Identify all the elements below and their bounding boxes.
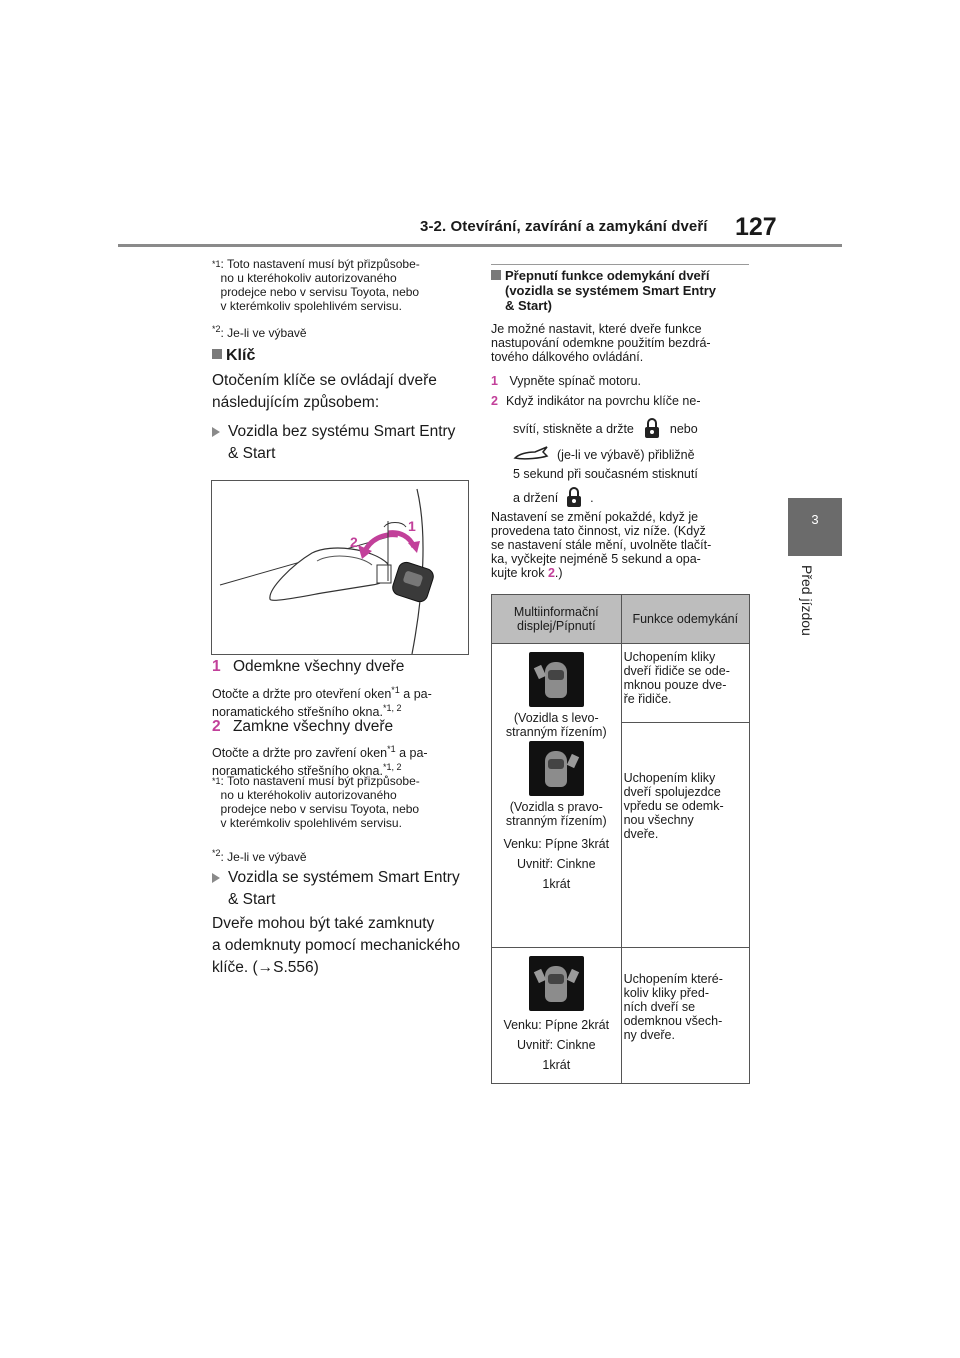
step-text: 5 sekund při současném stisknutí — [513, 467, 698, 481]
chapter-number: 3 — [811, 512, 819, 527]
step-text: . — [590, 491, 594, 505]
square-bullet-icon — [212, 349, 222, 359]
step-text: Když indikátor na povrchu klíče ne- — [505, 394, 701, 408]
footnote-ref: *1 — [387, 744, 396, 754]
square-bullet-icon — [491, 270, 501, 280]
triangle-bullet-icon — [212, 427, 220, 437]
step-text: nebo — [669, 422, 698, 436]
step-ref: 2 — [547, 566, 555, 580]
row2-sound: Venku: Pípne 2krát Uvnitř: Cinkne 1krát — [503, 1018, 610, 1072]
footnote-text: : Toto nastavení musí být přizpůsobe- no u kteréhokoliv autorizovaného prodejce nebo v servisu Toyota, nebo v kterémkoliv spolehlivém servisu. — [220, 774, 420, 830]
footnote-text: : Toto nastavení musí být přizpůsobe- no u kteréhokoliv autorizovaného prodejce nebo v servisu Toyota, nebo v kterémkoliv spolehlivém servisu. — [220, 257, 420, 313]
step-text: svítí, stiskněte a držte — [513, 422, 634, 436]
figure-label-2: 2 — [350, 534, 358, 550]
note-text: Nastavení se změní pokaždé, když je provedena tato činnost, viz níže. (Když se nastavení stále mění, uvolněte tlačít- ka, vyčkejte nejméně 5 sekund a opa- kujte krok — [491, 510, 712, 580]
desc-text: noramatického střešního okna. — [212, 705, 383, 720]
desc-text: Otočte a držte pro otevření oken — [212, 687, 392, 702]
car-door-open-icon — [529, 652, 584, 707]
rhd-caption: (Vozidla s pravo- stranným řízením) — [505, 800, 607, 828]
footnote-4 — [212, 846, 472, 864]
col-header-display: Multiinformační displej/Pípnutí — [492, 595, 622, 644]
bullet-text: Vozidla bez systému Smart Entry & Start — [228, 423, 456, 462]
footnote-ref: *1, 2 — [382, 703, 402, 714]
row1-sound: Venku: Pípne 3krát Uvnitř: Cinkne 1krát — [503, 837, 610, 891]
key-turn-figure — [211, 480, 469, 655]
step-number: 2 — [212, 718, 221, 735]
triangle-bullet-icon — [212, 873, 220, 883]
header-rule — [118, 244, 842, 247]
step-number: 1 — [491, 374, 498, 388]
item-unlock-desc — [212, 683, 474, 719]
item-lock — [212, 716, 393, 738]
desc-text: noramatického střešního okna. — [212, 764, 383, 779]
figure-label-1: 1 — [408, 518, 416, 534]
car-door-open-icon — [529, 741, 584, 796]
unlock-switch-heading — [491, 268, 753, 313]
section-title: 3-2. Otevírání, zavírání a zamykání dveří — [420, 218, 708, 235]
bullet-no-smart-entry — [212, 421, 472, 465]
desc-text: a pa- — [399, 687, 432, 702]
lock-icon — [566, 486, 582, 511]
footnote-marker: *2 — [212, 324, 221, 334]
footnote-3 — [212, 774, 472, 830]
unlock-note — [491, 510, 753, 580]
row1-display-cell — [492, 644, 622, 948]
desc-text: a pa- — [395, 746, 428, 761]
bullet-smart-entry — [212, 867, 474, 911]
step-2 — [491, 394, 753, 511]
lock-icon — [644, 417, 660, 442]
item-unlock — [212, 656, 404, 678]
key-heading — [212, 347, 255, 365]
chapter-tab — [788, 498, 842, 556]
item-title: Zamkne všechny dveře — [232, 718, 394, 735]
note-text: .) — [554, 566, 563, 580]
step-number: 2 — [491, 394, 498, 408]
unlock-function-table — [491, 594, 750, 1084]
car-door-open-icon — [529, 956, 584, 1011]
footnote-text: : Je-li ve výbavě — [220, 326, 307, 340]
footnote-ref: *1 — [391, 685, 400, 695]
footnote-marker: *2 — [212, 848, 221, 858]
footnote-1 — [212, 257, 472, 313]
door-handle-key-illustration — [212, 481, 468, 654]
step-1 — [491, 374, 753, 388]
car-door-open-icon — [513, 444, 549, 465]
step-text: (je-li ve výbavě) přibližně — [557, 447, 695, 462]
step-text: Vypněte spínač motoru. — [509, 374, 641, 388]
row2-function: Uchopením které- koliv kliky před- ních dveří se odemknou všech- ny dveře. — [621, 948, 749, 1084]
lhd-caption: (Vozidla s levo- stranným řízením) — [505, 711, 607, 739]
row1-function-b: Uchopením kliky dveří spolujezdce vpředu se odemk- nou všechny dveře. — [621, 723, 749, 948]
unlock-switch-intro: Je možné nastavit, které dveře funkce nastupování odemkne použitím bezdrá- tového dálkového ovládání. — [491, 322, 711, 364]
footnote-ref: *1, 2 — [382, 762, 402, 773]
bullet-text: Vozidla se systémem Smart Entry & Start — [228, 869, 460, 908]
key-intro: Otočením klíče se ovládají dveře následujícím způsobem: — [212, 372, 437, 411]
footnote-2 — [212, 322, 472, 340]
chapter-label: Před jízdou — [799, 565, 815, 636]
mechanical-key-text: Dveře mohou být také zamknuty a odemknuty pomocí mechanického klíče. (→S.556) — [212, 915, 461, 976]
item-lock-desc — [212, 742, 474, 778]
col-header-function: Funkce odemykání — [621, 595, 749, 644]
key-heading-text: Klíč — [226, 347, 256, 364]
heading-text: Přepnutí funkce odemykání dveří (vozidla se systémem Smart Entry & Start) — [505, 268, 716, 313]
footnote-marker: *1 — [212, 259, 221, 269]
item-title: Odemkne všechny dveře — [232, 658, 405, 675]
footnote-marker: *1 — [212, 776, 221, 786]
page-number: 127 — [735, 213, 777, 241]
step-number: 1 — [212, 658, 221, 675]
row1-function-a: Uchopením kliky dveří řidiče se ode- mknou pouze dve- ře řidiče. — [621, 644, 749, 723]
desc-text: Otočte a držte pro zavření oken — [212, 746, 388, 761]
section-rule — [491, 264, 749, 265]
footnote-text: : Je-li ve výbavě — [220, 850, 307, 864]
step-text: a držení — [513, 491, 559, 505]
row2-display-cell — [492, 948, 622, 1084]
